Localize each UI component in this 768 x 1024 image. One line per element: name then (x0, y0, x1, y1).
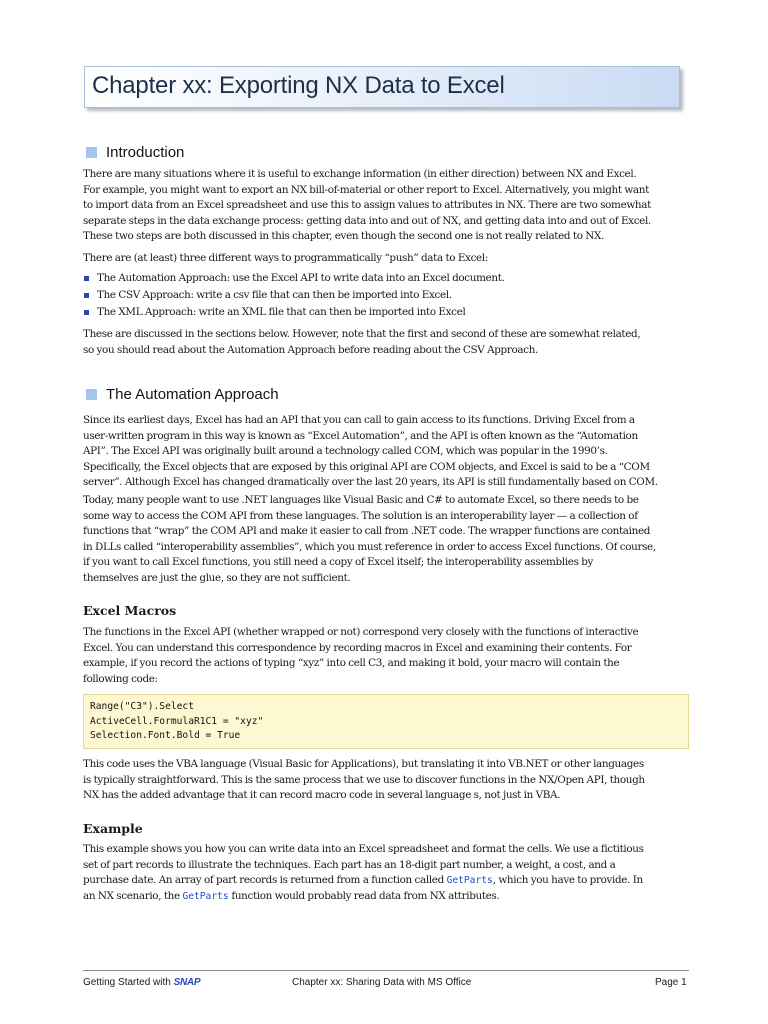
text-line: so you should read about the Automation Approach before reading about the CSV Approach. (83, 343, 538, 356)
text-line: There are (at least) three different ways to programmatically “push” data to Excel: (83, 252, 488, 264)
text-line: user-written program in this way is known as “Excel Automation”, and the API is often known as the “Automation (83, 429, 638, 442)
macros-paragraph-2 (83, 757, 689, 804)
introduction-paragraph-3 (83, 327, 689, 358)
text-segment: function would probably read data from NX attributes. (228, 889, 500, 902)
list-item-text: The Automation Approach: use the Excel API to write data into an Excel document. (97, 272, 505, 284)
text-segment: purchase date. An array of part records is returned from a function called (83, 874, 447, 886)
text-line: functions that “wrap” the COM API and make it easier to call from .NET code. The wrapper functions are contained (83, 525, 651, 537)
inline-code-getparts: GetParts (446, 875, 493, 886)
text-line (83, 889, 689, 905)
text-line: This code uses the VBA language (Visual Basic for Applications), but translating it into VB.NET or other languages (83, 758, 644, 770)
text-line: Today, many people want to use .NET languages like Visual Basic and C# to automate Excel, so there needs to be (83, 494, 639, 506)
text-line: to import data from an Excel spreadsheet and use this to assign values to attributes in NX. There are two somewhat (83, 199, 651, 211)
approach-bullet-list (83, 270, 689, 321)
text-line: following code: (83, 672, 158, 685)
text-line: These are discussed in the sections below. However, note that the first and second of these are somewhat related, (83, 328, 641, 340)
list-item-text: The CSV Approach: write a csv file that can then be imported into Excel. (97, 289, 452, 301)
text-line: These two steps are both discussed in this chapter, even though the second one is not really related to NX. (83, 230, 605, 242)
automation-paragraph-2 (83, 493, 689, 586)
code-line: ActiveCell.FormulaR1C1 = "xyz" (90, 715, 264, 727)
text-line: separate steps in the data exchange process: getting data into and out of NX, and getting data into and out of Excel. (83, 214, 651, 227)
macros-paragraph-1 (83, 625, 689, 687)
list-item-text: The XML Approach: write an XML file that can then be imported into Excel (97, 306, 466, 318)
footer-divider (83, 970, 689, 971)
text-line: server”. Although Excel has changed dramatically over the last 20 years, its API is still fundamentally based on COM. (83, 476, 658, 488)
text-line: NX has the added advantage that it can record macro code in several language s, not just in VBA. (83, 789, 561, 801)
list-item (83, 287, 689, 304)
example-paragraph (83, 842, 689, 904)
section-heading-automation (86, 386, 279, 403)
code-line: Selection.Font.Bold = True (90, 730, 241, 741)
text-segment: , which you have to provide. In (492, 874, 643, 886)
code-block (83, 694, 689, 749)
list-item (83, 270, 689, 287)
bullet-square-icon (84, 293, 89, 298)
footer-center-text: Chapter xx: Sharing Data with MS Office (292, 977, 472, 988)
bullet-square-icon (84, 276, 89, 281)
text-line: in DLLs called “interoperability assemblies”, which you must reference in order to access Excel functions. Of course, (83, 540, 656, 553)
text-line: For example, you might want to export an NX bill-of-material or other report to Excel. Alternatively, you might want (83, 183, 649, 196)
footer-left (83, 977, 200, 988)
page-number: Page 1 (655, 977, 687, 988)
heading-square-icon (86, 389, 97, 400)
sub-heading-excel-macros: Excel Macros (83, 603, 177, 618)
chapter-banner (84, 66, 680, 108)
section-heading-label: Introduction (106, 144, 185, 161)
text-segment: an NX scenario, the (83, 889, 183, 902)
text-line: API”. The Excel API was originally built around a technology called COM, which was popular in the 1990’s. (83, 445, 608, 457)
bullet-square-icon (84, 310, 89, 315)
section-heading-label: The Automation Approach (106, 386, 279, 403)
text-line: set of part records to illustrate the techniques. Each part has an 18-digit part number, a weight, a cost, and a (83, 858, 616, 871)
text-line: themselves are just the glue, so they are not sufficient. (83, 571, 351, 584)
heading-square-icon (86, 147, 97, 158)
inline-code-getparts: GetParts (182, 890, 229, 902)
sub-heading-example: Example (83, 821, 143, 836)
text-line: This example shows you how you can write data into an Excel spreadsheet and format the cells. We use a fictitious (83, 843, 644, 855)
introduction-paragraph-2 (83, 251, 689, 267)
text-line: is typically straightforward. This is the same process that we use to discover functions in the NX/Open API, though (83, 773, 645, 786)
footer-left-text: Getting Started with (83, 977, 171, 988)
text-line: Specifically, the Excel objects that are exposed by this original API are COM objects, and Excel is said to be a “COM (83, 460, 650, 473)
automation-paragraph-1 (83, 413, 689, 491)
text-line: Since its earliest days, Excel has had an API that you can call to gain access to its functions. Driving Excel from a (83, 414, 635, 426)
list-item (83, 304, 689, 321)
snap-logo: SNAP (173, 977, 201, 988)
text-line: some way to access the COM API from these languages. The solution is an interoperability layer — a collection of (83, 509, 638, 522)
chapter-title: Chapter xx: Exporting NX Data to Excel (92, 72, 505, 99)
code-line: Range("C3").Select (90, 701, 194, 712)
text-line: if you want to call Excel functions, you still need a copy of Excel itself; the interoperability assemblies by (83, 556, 594, 568)
text-line: The functions in the Excel API (whether wrapped or not) correspond very closely with the functions of interactive (83, 626, 639, 638)
text-line: Excel. You can understand this correspondence by recording macros in Excel and examining their contents. For (83, 641, 632, 654)
introduction-paragraph-1 (83, 167, 689, 245)
section-heading-introduction (86, 144, 184, 161)
text-line (83, 873, 689, 889)
text-line: There are many situations where it is useful to exchange information (in either direction) between NX and Excel. (83, 168, 637, 180)
text-line: example, if you record the actions of typing “xyz” into cell C3, and making it bold, your macro will contain the (83, 657, 620, 669)
